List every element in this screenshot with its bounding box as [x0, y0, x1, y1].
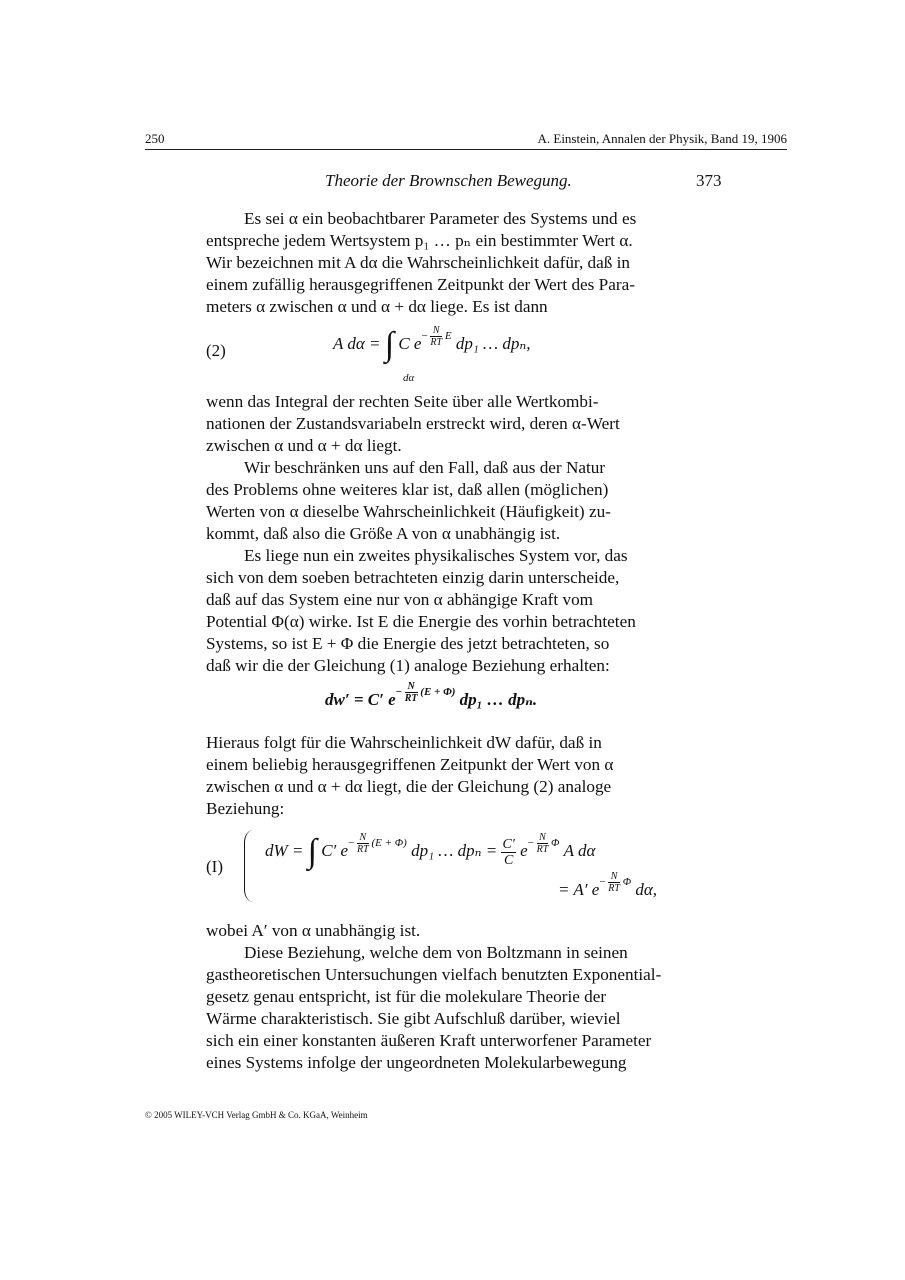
eqI-factor: C′ e: [321, 840, 349, 860]
text-line: gastheoretischen Untersuchungen vielfach benutzten Exponential-: [206, 965, 662, 984]
eqI-ratio: $\frac{C'}{C}$: [502, 836, 515, 868]
citation: A. Einstein, Annalen der Physik, Band 19, 1906: [537, 131, 787, 146]
text-line: kommt, daß also die Größe A von α unabhängig ist.: [206, 524, 561, 543]
equation-2-label: (2): [206, 341, 226, 360]
text-line: Potential Φ(α) wirke. Ist E die Energie des vorhin betrachteten: [206, 612, 636, 631]
text-line: Wir bezeichnen mit A dα die Wahrscheinlichkeit dafür, daß in: [206, 253, 631, 272]
text-line: daß wir die der Gleichung (1) analoge Beziehung erhalten:: [206, 656, 610, 675]
text-line: zwischen α und α + dα liegt.: [206, 436, 402, 455]
text-line: gesetz genau entspricht, ist für die molekulare Theorie der: [206, 987, 607, 1006]
eqI2-exponent: − N RT Φ: [599, 870, 632, 894]
equation-I-line-2: [558, 870, 658, 904]
equation-2: [333, 324, 531, 363]
text-line: wobei A′ von α unabhängig ist.: [206, 921, 421, 940]
eqI2-lhs: = A′ e: [558, 880, 600, 899]
eqdw-lhs: dw′ = C′ e: [325, 690, 396, 709]
eq2-exponent: − N RT E: [421, 324, 452, 348]
eqI-e: e: [520, 840, 528, 860]
eq2-factor: C e: [398, 333, 422, 353]
eqI-exponent-2: − N RT Φ: [527, 831, 560, 855]
paragraph-5: [206, 732, 726, 820]
text-line: Beziehung:: [206, 799, 285, 818]
text-line: zwischen α und α + dα liegt, die der Gleichung (2) analoge: [206, 777, 612, 796]
paragraph-1: [206, 208, 726, 318]
text-line: entspreche jedem Wertsystem p₁ … pₙ ein bestimmter Wert α.: [206, 231, 633, 250]
eqI2-tail: dα,: [635, 880, 658, 899]
equation-I-brace: [244, 830, 253, 902]
eq2-lhs: A dα =: [333, 333, 381, 353]
text-line: Werten von α dieselbe Wahrscheinlichkeit (Häufigkeit) zu-: [206, 502, 611, 521]
text-line: Es liege nun ein zweites physikalisches System vor, das: [244, 546, 628, 565]
text-line: Hieraus folgt für die Wahrscheinlichkeit dW dafür, daß in: [206, 733, 602, 752]
eqI-exponent: − N RT (E + Φ): [348, 831, 407, 855]
text-line: des Problems ohne weiteres klar ist, daß allen (möglichen): [206, 480, 609, 499]
text-line: sich von dem soeben betrachteten einzig darin unterscheide,: [206, 568, 620, 587]
paragraph-4: [206, 545, 726, 677]
eq2-integral-limit: dα: [403, 372, 415, 384]
equation-I-line-1: [265, 831, 596, 870]
text-line: einem beliebig herausgegriffenen Zeitpunkt der Wert von α: [206, 755, 614, 774]
header-rule: [145, 149, 787, 150]
eqdw-tail: dp₁ … dpₙ.: [459, 690, 538, 709]
running-head-title: Theorie der Brownschen Bewegung.: [325, 171, 572, 190]
text-line: einem zufällig herausgegriffenen Zeitpunkt der Wert des Para-: [206, 275, 635, 294]
page-number-left: 250: [145, 131, 165, 146]
text-line: Diese Beziehung, welche dem von Boltzmann in seinen: [244, 943, 628, 962]
text-line: meters α zwischen α und α + dα liege. Es ist dann: [206, 297, 548, 316]
eqI-lhs: dW =: [265, 840, 304, 860]
text-line: Es sei α ein beobachtbarer Parameter des Systems und es: [244, 209, 637, 228]
text-line: nationen der Zustandsvariabeln erstreckt wird, deren α-Wert: [206, 414, 620, 433]
paragraph-7: [206, 942, 726, 1074]
eqI-mid: dp₁ … dpₙ =: [411, 840, 498, 860]
integral-sign: ∫: [307, 833, 317, 870]
equation-I-label: (I): [206, 857, 223, 876]
running-head-page-number: 373: [696, 171, 722, 190]
paragraph-2: [206, 391, 726, 457]
eqI-tail: A dα: [563, 840, 596, 860]
text-line: Systems, so ist E + Φ die Energie des jetzt betrachteten, so: [206, 634, 610, 653]
paragraph-6: [206, 920, 726, 942]
text-line: Wärme charakteristisch. Sie gibt Aufschluß darüber, wieviel: [206, 1009, 621, 1028]
copyright-footer: © 2005 WILEY-VCH Verlag GmbH & Co. KGaA, Weinheim: [145, 1110, 368, 1120]
text-line: daß auf das System eine nur von α abhängige Kraft vom: [206, 590, 594, 609]
integral-sign: ∫: [384, 326, 395, 363]
text-line: Wir beschränken uns auf den Fall, daß aus der Natur: [244, 458, 606, 477]
equation-dw: [325, 680, 538, 714]
text-line: wenn das Integral der rechten Seite über alle Wertkombi-: [206, 392, 599, 411]
text-line: sich ein einer konstanten äußeren Kraft unterworfener Parameter: [206, 1031, 652, 1050]
text-line: eines Systems infolge der ungeordneten Molekularbewegung: [206, 1053, 627, 1072]
paragraph-3: [206, 457, 726, 545]
eqdw-exponent: − N RT (E + Φ): [395, 680, 456, 704]
eq2-tail: dp₁ … dpₙ,: [455, 333, 531, 353]
